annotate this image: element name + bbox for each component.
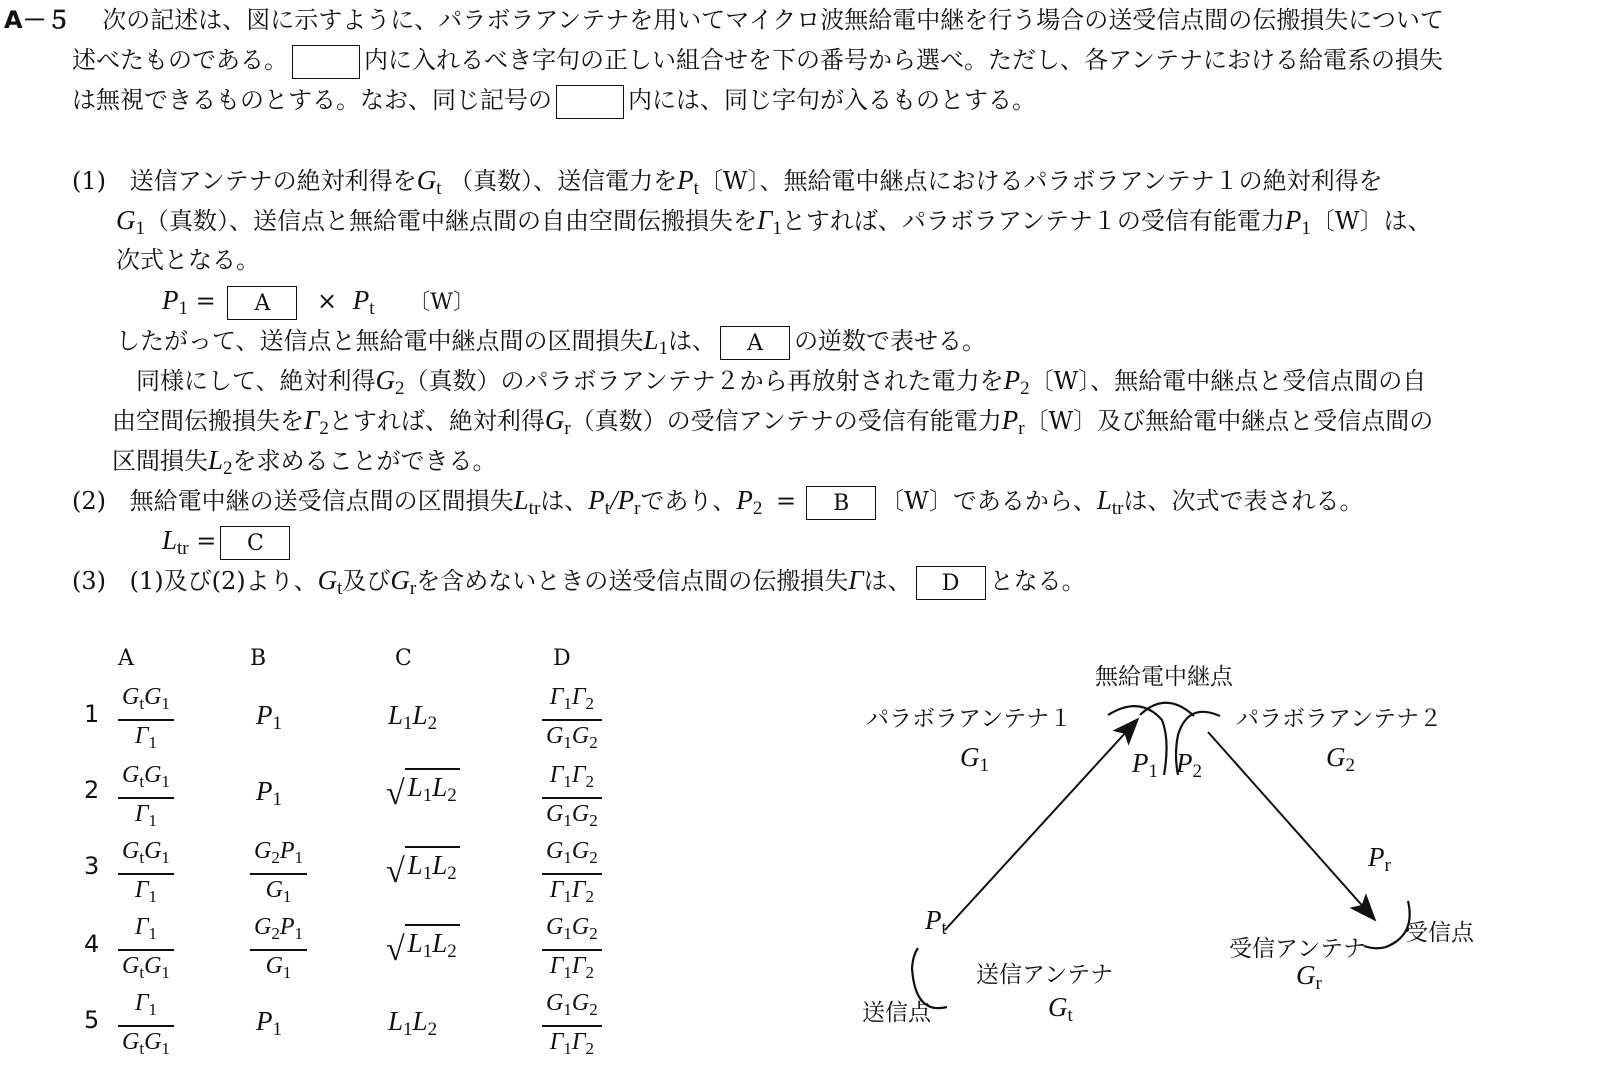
- tx-antenna-gain: $G_t$: [1048, 992, 1073, 1026]
- answer-box-d: D: [916, 566, 986, 600]
- part1-line2: $G_1$（真数）、送信点と無給電中継点間の自由空間伝搬損失を$\Gamma_1$とすれば、パラボラアンテナ１の受信有能電力$P_1$〔W〕は、: [116, 205, 1432, 239]
- choice-2-b: $P_1$: [256, 776, 282, 810]
- column-header-d: D: [553, 646, 571, 671]
- pr-label: $P_r$: [1368, 842, 1391, 876]
- choice-1-a: $G_tG_1$ $\Gamma_1$: [118, 682, 174, 758]
- pt-label: $P_t$: [925, 905, 947, 939]
- answer-box-c: C: [220, 526, 290, 560]
- antenna2-label: パラボラアンテナ２: [1236, 706, 1443, 732]
- question-intro-line3: は無視できるものとする。なお、同じ記号の 内には、同じ字句が入るものとする。: [72, 80, 1036, 120]
- choice-5-c: $L_1L_2$: [388, 1006, 438, 1040]
- choice-3-a: $G_tG_1$ $\Gamma_1$: [118, 836, 174, 912]
- p2-label: $P_2$: [1176, 748, 1202, 782]
- part2-label: (2): [72, 487, 106, 515]
- part1-line1: (1) 送信アンテナの絶対利得を$G_t$ （真数）、送信電力を$P_t$〔W〕、無給電中継点におけるパラボラアンテナ１の絶対利得を: [72, 165, 1383, 199]
- part2-equation: $L_{tr} = C$: [162, 520, 294, 569]
- part3-line1: (3) (1)及び(2)より、$G_t$及び$G_r$を含めないときの送受信点間の伝搬損失Γは、 D となる。: [72, 565, 1086, 599]
- rx-antenna-label: 受信アンテナ: [1229, 936, 1367, 962]
- part1-line7: 由空間伝搬損失を$\Gamma_2$とすれば、絶対利得$G_r$（真数）の受信アンテナの受信有能電力$P_r$〔W〕及び無給電中継点と受信点間の: [112, 405, 1434, 439]
- choice-1-b: $P_1$: [256, 700, 282, 734]
- choice-1-c: $L_1L_2$: [388, 700, 438, 734]
- part1-label: (1): [72, 167, 106, 195]
- choice-4-d: $G_1G_2$ $\Gamma_1\Gamma_2$: [542, 912, 602, 988]
- choice-2-c: √ $L_1L_2$: [386, 768, 460, 813]
- question-number: A－５: [4, 6, 71, 34]
- choice-4-c: √ $L_1L_2$: [386, 924, 460, 969]
- choice-3-d: $G_1G_2$ $\Gamma_1\Gamma_2$: [542, 836, 602, 912]
- tx-antenna-label: 送信アンテナ: [976, 962, 1114, 988]
- part1-line5: したがって、送信点と無給電中継点間の区間損失$L_1$は、 A の逆数で表せる。: [116, 325, 987, 359]
- choice-2-a: $G_tG_1$ $\Gamma_1$: [118, 760, 174, 836]
- answer-box-a: A: [720, 326, 790, 360]
- choice-row-number[interactable]: 2: [84, 776, 100, 804]
- choice-2-d: $\Gamma_1\Gamma_2$ $G_1G_2$: [542, 760, 602, 836]
- choice-row-number[interactable]: 4: [84, 930, 100, 958]
- column-header-c: C: [395, 646, 412, 671]
- part2-line1: (2) 無給電中継の送受信点間の区間損失$L_{tr}$は、$P_t/P_r$であり、$P_2 = B$ 〔W〕であるから、$L_{tr}$は、次式で表される。: [72, 485, 1364, 519]
- column-header-b: B: [250, 646, 267, 671]
- rx-antenna-icon: [1364, 901, 1410, 948]
- choice-3-b: $G_2P_1$ $G_1$: [250, 836, 307, 912]
- choice-5-d: $G_1G_2$ $\Gamma_1\Gamma_2$: [542, 988, 602, 1064]
- relay-point-label: 無給電中継点: [1095, 664, 1233, 690]
- part1-line6: 同様にして、絶対利得$G_2$（真数）のパラボラアンテナ２から再放射された電力を$P_2$〔W〕、無給電中継点と受信点間の自: [136, 365, 1427, 399]
- choice-4-b: $G_2P_1$ $G_1$: [250, 912, 307, 988]
- rx-antenna-gain: $G_r$: [1296, 960, 1322, 994]
- answer-box-b: B: [806, 486, 876, 520]
- p1-label: $P_1$: [1132, 748, 1158, 782]
- antenna1-gain: $G_1$: [960, 742, 989, 776]
- antenna2-gain: $G_2$: [1326, 742, 1355, 776]
- choice-3-c: √ $L_1L_2$: [386, 846, 460, 891]
- tx-point-label: 送信点: [862, 1000, 931, 1026]
- choice-row-number[interactable]: 1: [84, 700, 100, 728]
- choice-1-d: $\Gamma_1\Gamma_2$ $G_1G_2$: [542, 682, 602, 758]
- choice-5-b: $P_1$: [256, 1006, 282, 1040]
- choice-5-a: $\Gamma_1$ $G_tG_1$: [118, 988, 174, 1064]
- question-intro-line2: 述べたものである。 内に入れるべき字句の正しい組合せを下の番号から選べ。ただし、各アンテナにおける給電系の損失: [72, 40, 1443, 80]
- choice-row-number[interactable]: 3: [84, 852, 100, 880]
- column-header-a: A: [118, 646, 134, 671]
- part3-label: (3): [72, 567, 106, 595]
- answer-box-a: A: [227, 286, 297, 320]
- part1-equation: $P_1 = A \times P_t$ 〔W〕: [162, 285, 475, 319]
- choice-4-a: $\Gamma_1$ $G_tG_1$: [118, 912, 174, 988]
- part1-line8: 区間損失$L_2$を求めることができる。: [112, 445, 497, 479]
- antenna1-label: パラボラアンテナ１: [866, 706, 1073, 732]
- part1-line3: 次式となる。: [116, 246, 260, 274]
- question-intro-line1: A－５ 次の記述は、図に示すように、パラボラアンテナを用いてマイクロ波無給電中継を行う場合の送受信点間の伝搬損失について: [4, 6, 1444, 34]
- rx-point-label: 受信点: [1405, 920, 1474, 946]
- choice-row-number[interactable]: 5: [84, 1006, 100, 1034]
